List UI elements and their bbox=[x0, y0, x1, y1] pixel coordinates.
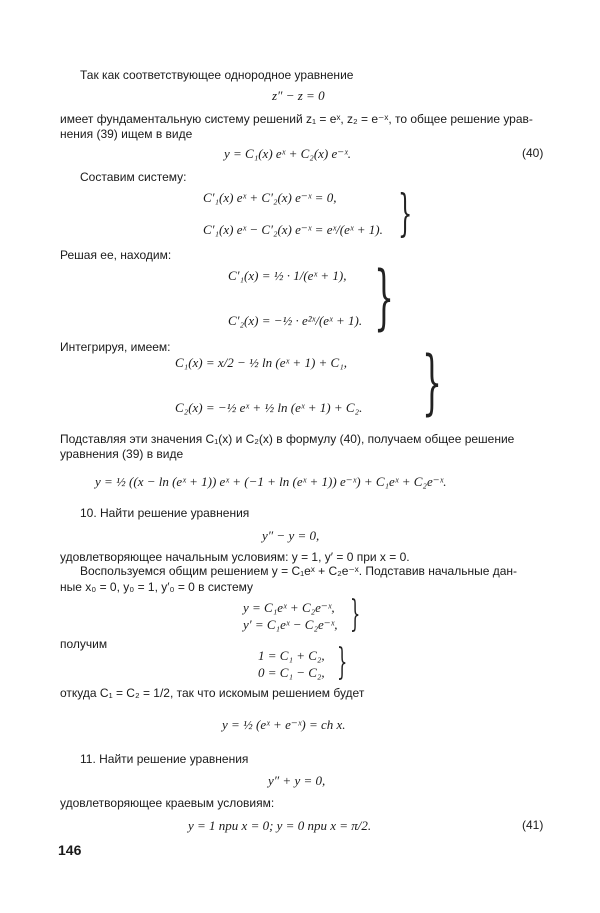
text-line: получим bbox=[60, 637, 108, 651]
text-line: Составим систему: bbox=[80, 170, 187, 184]
text-line: 11. Найти решение уравнения bbox=[80, 752, 249, 766]
formula-line: C₁(x) = x/2 − ½ ln (eˣ + 1) + C₁, bbox=[175, 355, 347, 370]
formula-line: z″ − z = 0 bbox=[272, 88, 325, 103]
formula-line: y = 1 при x = 0; y = 0 при x = π/2. bbox=[188, 818, 372, 833]
formula-line: 1 = C₁ + C₂, bbox=[258, 648, 325, 663]
equation-number: (41) bbox=[522, 818, 544, 832]
text-line: удовлетворяющее краевым условиям: bbox=[60, 796, 275, 810]
right-brace: } bbox=[350, 594, 361, 635]
formula-line: y′ = C₁eˣ − C₂e⁻ˣ, bbox=[243, 617, 338, 632]
text-line: Воспользуемся общим решением y = C₁eˣ + C₂e⁻ˣ. Подставив начальные дан- bbox=[80, 564, 518, 578]
text-line: удовлетворяющее начальным условиям: y = 1, y′ = 0 при x = 0. bbox=[60, 550, 410, 564]
formula-line: 0 = C₁ − C₂, bbox=[258, 665, 325, 680]
right-brace: } bbox=[422, 341, 443, 423]
right-brace: } bbox=[374, 256, 395, 338]
right-brace: } bbox=[337, 642, 348, 683]
equation-number: (40) bbox=[522, 146, 544, 160]
text-line: Решая ее, находим: bbox=[60, 248, 172, 262]
right-brace: } bbox=[398, 184, 413, 242]
text-line: имеет фундаментальную систему решений z₁ = eˣ, z₂ = e⁻ˣ, то общее решение урав- bbox=[60, 112, 533, 126]
text-line: ные x₀ = 0, y₀ = 1, y′₀ = 0 в систему bbox=[60, 580, 254, 594]
text-line: откуда C₁ = C₂ = 1/2, так что искомым решением будет bbox=[60, 686, 365, 700]
text-line: Интегрируя, имеем: bbox=[60, 340, 171, 354]
formula-line: y″ + y = 0, bbox=[268, 773, 326, 788]
formula-line: C₂(x) = −½ eˣ + ½ ln (eˣ + 1) + C₂. bbox=[175, 400, 363, 415]
text-line: нения (39) ищем в виде bbox=[60, 127, 193, 141]
text-line: Так как соответствующее однородное уравнение bbox=[80, 68, 354, 82]
text-line: уравнения (39) в виде bbox=[60, 447, 184, 461]
formula-line: y = C₁(x) eˣ + C₂(x) e⁻ˣ. bbox=[224, 146, 352, 161]
text-line: 10. Найти решение уравнения bbox=[80, 506, 250, 520]
page-number: 146 bbox=[58, 842, 82, 858]
formula-line: y = ½ ((x − ln (eˣ + 1)) eˣ + (−1 + ln (eˣ + 1)) e⁻ˣ) + C₁eˣ + C₂e⁻ˣ. bbox=[95, 474, 447, 489]
formula-line: C′₁(x) eˣ + C′₂(x) e⁻ˣ = 0, bbox=[203, 190, 337, 205]
formula-line: y″ − y = 0, bbox=[262, 528, 320, 543]
formula-line: y = C₁eˣ + C₂e⁻ˣ, bbox=[243, 600, 335, 615]
formula-line: y = ½ (eˣ + e⁻ˣ) = ch x. bbox=[222, 717, 346, 732]
text-line: Подставляя эти значения C₁(x) и C₂(x) в формулу (40), получаем общее решение bbox=[60, 432, 515, 446]
formula-line: C′₁(x) eˣ − C′₂(x) e⁻ˣ = eˣ/(eˣ + 1). bbox=[203, 222, 383, 237]
formula-line: C′₂(x) = −½ · e²ˣ/(eˣ + 1). bbox=[228, 313, 363, 328]
formula-line: C′₁(x) = ½ · 1/(eˣ + 1), bbox=[228, 268, 347, 283]
